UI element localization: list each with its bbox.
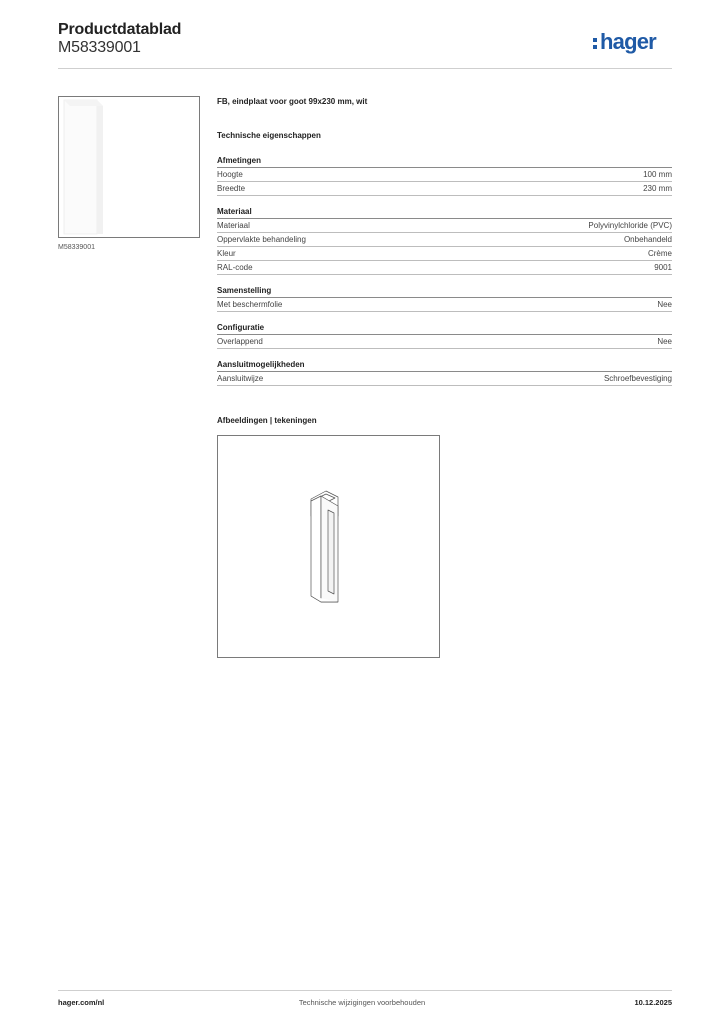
row-label: Aansluitwijze <box>217 374 264 383</box>
table-row <box>217 233 672 247</box>
section-title: Aansluitmogelijkheden <box>217 359 672 372</box>
table-row <box>217 372 672 386</box>
footer-disclaimer: Technische wijzigingen voorbehouden <box>298 998 426 1007</box>
table-row <box>217 298 672 312</box>
section-dimensions <box>217 155 672 196</box>
row-label: Breedte <box>217 184 246 193</box>
logo-text: hager <box>600 29 656 54</box>
product-thumbnail <box>58 96 200 238</box>
row-value: Crème <box>647 249 672 258</box>
table-row <box>217 335 672 349</box>
row-label: RAL-code <box>217 263 253 272</box>
row-value: Nee <box>657 337 672 346</box>
table-row <box>217 168 672 182</box>
row-value: 230 mm <box>643 184 672 193</box>
row-value: Onbehandeld <box>623 235 672 244</box>
row-value: Nee <box>657 300 672 309</box>
header-divider <box>58 68 672 69</box>
section-title: Materiaal <box>217 206 672 219</box>
row-label: Hoogte <box>217 170 243 179</box>
thumbnail-caption: M58339001 <box>58 244 95 251</box>
row-label: Oppervlakte behandeling <box>217 235 306 244</box>
footer-website[interactable]: hager.com/nl <box>58 998 105 1007</box>
section-material <box>217 206 672 275</box>
section-title: Configuratie <box>217 322 672 335</box>
row-label: Met beschermfolie <box>217 300 283 309</box>
properties-table <box>217 155 672 396</box>
table-row <box>217 182 672 196</box>
table-row <box>217 261 672 275</box>
row-label: Kleur <box>217 249 236 258</box>
product-drawing <box>217 435 440 658</box>
product-name: FB, eindplaat voor goot 99x230 mm, wit <box>217 97 368 106</box>
tech-properties-heading: Technische eigenschappen <box>217 131 321 140</box>
section-configuration <box>217 322 672 349</box>
section-composition <box>217 285 672 312</box>
page-title: Productdatablad <box>58 21 182 38</box>
images-heading: Afbeeldingen | tekeningen <box>217 416 317 425</box>
section-connection <box>217 359 672 386</box>
table-row <box>217 219 672 233</box>
row-value: 9001 <box>654 263 672 272</box>
row-label: Materiaal <box>217 221 250 230</box>
row-value: Schroefbevestiging <box>603 374 672 383</box>
row-value: Polyvinylchloride (PVC) <box>588 221 672 230</box>
footer-divider <box>58 990 672 991</box>
section-title: Samenstelling <box>217 285 672 298</box>
hager-logo <box>592 27 674 57</box>
end-plate-drawing <box>218 436 439 657</box>
product-code: M58339001 <box>58 39 141 56</box>
section-title: Afmetingen <box>217 155 672 168</box>
row-label: Overlappend <box>217 337 263 346</box>
table-row <box>217 247 672 261</box>
row-value: 100 mm <box>643 170 672 179</box>
footer-date: 10.12.2025 <box>634 998 672 1007</box>
